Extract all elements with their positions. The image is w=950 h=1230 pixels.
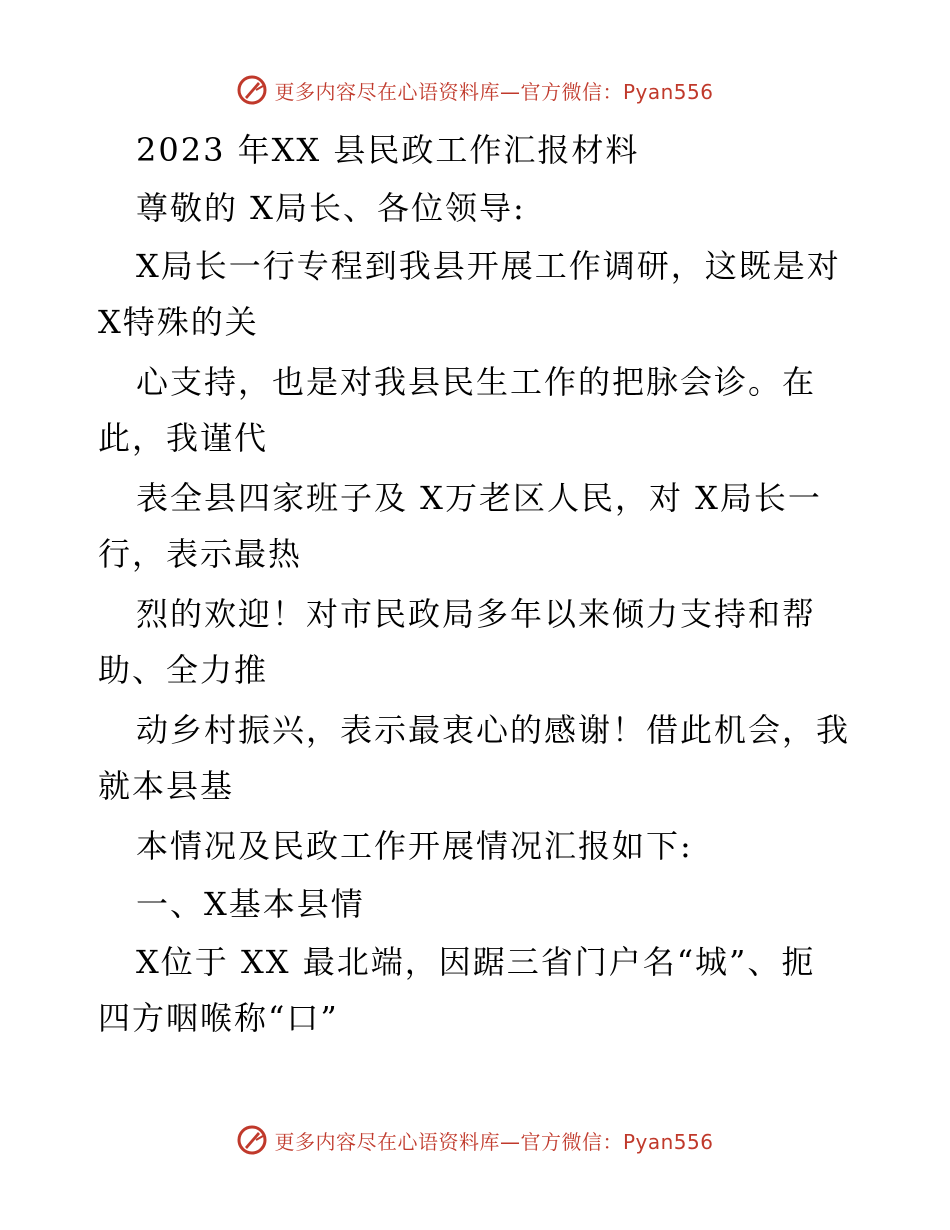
doc-line: 表全县四家班子及 X万老区人民，对 X局长一 <box>136 479 822 517</box>
doc-line: 助、全力推 <box>98 651 269 689</box>
doc-line: 烈的欢迎！对市民政局多年以来倾力支持和帮 <box>136 595 817 633</box>
footer-watermark-banner <box>0 1120 950 1160</box>
quill-logo-icon <box>236 74 268 106</box>
quill-logo-icon <box>236 1124 268 1156</box>
doc-line: 动乡村振兴，表示最衷心的感谢！借此机会，我 <box>136 711 851 749</box>
doc-line: X特殊的关 <box>98 303 259 341</box>
doc-title: 2023 年XX 县民政工作汇报材料 <box>136 131 640 169</box>
doc-line: 本情况及民政工作开展情况汇报如下: <box>136 827 693 865</box>
doc-line: X局长一行专程到我县开展工作调研，这既是对 <box>136 247 841 285</box>
banner-text: 更多内容尽在心语资料库—官方微信：Pyan556 <box>274 1129 714 1154</box>
doc-line: X位于 XX 最北端，因踞三省门户名“城”、扼 <box>136 943 816 981</box>
doc-line: 就本县基 <box>98 767 235 805</box>
doc-line: 此，我谨代 <box>98 419 269 457</box>
doc-line: 四方咽喉称“口” <box>98 999 339 1037</box>
header-watermark-banner <box>0 70 950 110</box>
doc-line: 心支持，也是对我县民生工作的把脉会诊。在 <box>136 363 817 401</box>
doc-salutation: 尊敬的 X局长、各位领导: <box>136 189 526 227</box>
doc-line: 行，表示最热 <box>98 535 303 573</box>
doc-section-heading: 一、X基本县情 <box>136 885 365 923</box>
banner-text: 更多内容尽在心语资料库—官方微信：Pyan556 <box>274 79 714 104</box>
